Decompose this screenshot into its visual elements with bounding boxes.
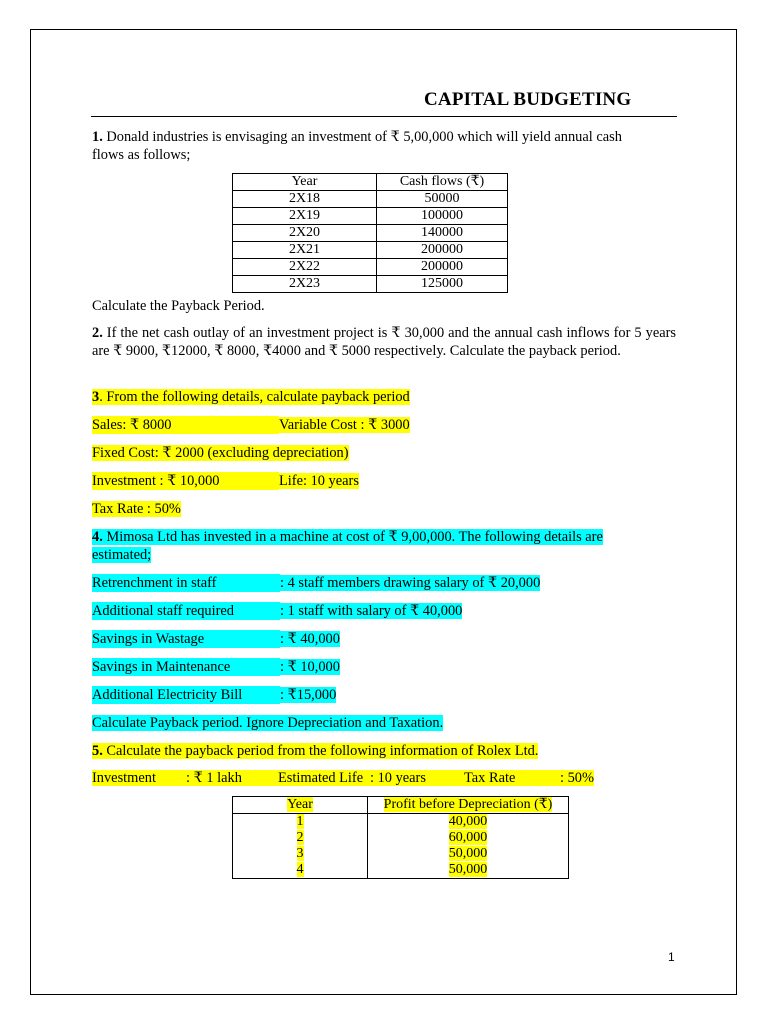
q2-text: If the net cash outlay of an investment project is ₹ 30,000 and the annual cash inflows for 5 years are ₹ 9000, ₹12000, ₹ 8000, ₹4000 and ₹ 5000 respectively. Calculate the payback period. xyxy=(92,325,676,359)
q2-paragraph xyxy=(92,324,676,360)
q1-line1 xyxy=(92,128,622,146)
q5-cell-year xyxy=(233,846,368,862)
q5-table-header-year xyxy=(233,797,368,814)
q1-cell-cashflow: 200000 xyxy=(377,259,508,276)
page-title: CAPITAL BUDGETING xyxy=(424,89,632,110)
table-row xyxy=(233,242,508,259)
q1-cell-year: 2X22 xyxy=(233,259,377,276)
q1-text-line2: flows as follows; xyxy=(92,147,191,163)
q5-cell-profit xyxy=(368,862,569,879)
q4-line1 xyxy=(92,528,603,546)
q1-cell-cashflow: 125000 xyxy=(377,276,508,293)
table-row xyxy=(233,814,569,831)
q4-item-label: Additional Electricity Bill xyxy=(92,686,280,704)
q5-tax-value: : 50% xyxy=(560,770,594,786)
q3-tax-row xyxy=(92,500,181,518)
table-row xyxy=(233,259,508,276)
q5-investment-value: : ₹ 1 lakh xyxy=(186,770,242,786)
q5-table-header-profit xyxy=(368,797,569,814)
q5-life-value: : 10 years xyxy=(370,770,426,786)
q4-line2 xyxy=(92,546,151,564)
page-number: 1 xyxy=(668,950,675,964)
q5-cell-profit xyxy=(368,814,569,831)
q1-number: 1. xyxy=(92,129,103,145)
q4-item-label: Savings in Wastage xyxy=(92,630,280,648)
q4-item-value: : ₹ 10,000 xyxy=(280,659,340,675)
q1-cell-year: 2X19 xyxy=(233,208,377,225)
q5-investment-label: Investment xyxy=(92,770,156,786)
q4-item-label: Savings in Maintenance xyxy=(92,658,280,676)
q3-sales: Sales: ₹ 8000 xyxy=(92,416,279,434)
table-row xyxy=(233,208,508,225)
q5-tax-label: Tax Rate xyxy=(464,770,516,786)
q4-item xyxy=(92,686,336,704)
q5-profit-text: 50,000 xyxy=(448,846,488,861)
q4-question-row xyxy=(92,714,443,732)
q5-profit-text: 40,000 xyxy=(448,814,488,829)
table-row xyxy=(233,276,508,293)
q3-investment-row xyxy=(92,472,359,490)
q5-life-label: Estimated Life xyxy=(278,770,364,786)
q1-cashflow-table xyxy=(232,173,508,293)
q5-text: Calculate the payback period from the following information of Rolex Ltd. xyxy=(102,743,539,759)
q3-variable-cost: Variable Cost : ₹ 3000 xyxy=(279,417,410,433)
table-row xyxy=(233,191,508,208)
q5-profit-text: 60,000 xyxy=(448,830,488,845)
q4-item-value: : 4 staff members drawing salary of ₹ 20,000 xyxy=(280,575,541,591)
q4-line1-highlight xyxy=(92,529,603,545)
q3-life: Life: 10 years xyxy=(279,473,359,489)
q3-tax-rate: Tax Rate : 50% xyxy=(92,501,181,517)
q4-text-line2: estimated; xyxy=(92,547,152,563)
q1-question: Calculate the Payback Period. xyxy=(92,298,265,314)
q3-sales-row xyxy=(92,416,410,434)
q4-item-value: : ₹15,000 xyxy=(280,687,337,703)
q5-year-text: 3 xyxy=(296,846,304,861)
table-row xyxy=(233,830,569,846)
q4-item xyxy=(92,658,340,676)
q5-cell-year xyxy=(233,830,368,846)
q5-details-row xyxy=(92,769,594,787)
q1-cell-year: 2X23 xyxy=(233,276,377,293)
q3-investment: Investment : ₹ 10,000 xyxy=(92,472,279,490)
q4-text-line1: Mimosa Ltd has invested in a machine at cost of ₹ 9,00,000. The following details are xyxy=(102,529,603,545)
table-row xyxy=(233,862,569,879)
q5-header-profit-text: Profit before Depreciation (₹) xyxy=(383,797,553,812)
q1-cell-year: 2X21 xyxy=(233,242,377,259)
q5-header-year-text: Year xyxy=(287,797,313,812)
q3-text: . From the following details, calculate payback period xyxy=(99,389,410,405)
q5-year-text: 4 xyxy=(296,862,304,877)
q4-item-label: Additional staff required xyxy=(92,602,280,620)
q4-number: 4. xyxy=(92,529,103,545)
q5-number: 5. xyxy=(92,743,103,759)
q1-text-line1: Donald industries is envisaging an investment of ₹ 5,00,000 which will yield annual cash xyxy=(102,129,622,145)
q4-question: Calculate Payback period. Ignore Depreciation and Taxation. xyxy=(92,715,444,731)
q3-heading-highlight xyxy=(92,389,410,405)
q5-cell-profit xyxy=(368,830,569,846)
q5-cell-profit xyxy=(368,846,569,862)
q3-heading xyxy=(92,388,410,406)
q4-item xyxy=(92,574,540,592)
q1-table-header-year: Year xyxy=(233,174,377,191)
q1-cell-cashflow: 50000 xyxy=(377,191,508,208)
q3-fixed-cost-row xyxy=(92,444,349,462)
q5-profit-text: 50,000 xyxy=(448,862,488,877)
q5-cell-year xyxy=(233,814,368,831)
q2-number: 2. xyxy=(92,325,103,341)
title-underline xyxy=(91,116,677,117)
table-row xyxy=(233,846,569,862)
q4-item-value: : 1 staff with salary of ₹ 40,000 xyxy=(280,603,463,619)
q1-cell-year: 2X18 xyxy=(233,191,377,208)
q5-cell-year xyxy=(233,862,368,879)
q5-year-text: 2 xyxy=(296,830,304,845)
q4-item xyxy=(92,602,462,620)
q5-details-highlight xyxy=(92,770,594,786)
q1-cell-cashflow: 140000 xyxy=(377,225,508,242)
q5-heading xyxy=(92,742,538,760)
q4-item xyxy=(92,630,340,648)
q5-profit-table xyxy=(232,796,569,879)
q4-item-label: Retrenchment in staff xyxy=(92,574,280,592)
q3-fixed-cost: Fixed Cost: ₹ 2000 (excluding depreciation) xyxy=(92,445,349,461)
q1-table-header-cashflows: Cash flows (₹) xyxy=(377,174,508,191)
q5-heading-highlight xyxy=(92,743,538,759)
q5-year-text: 1 xyxy=(296,814,304,829)
q1-cell-cashflow: 100000 xyxy=(377,208,508,225)
q1-cell-year: 2X20 xyxy=(233,225,377,242)
table-row xyxy=(233,225,508,242)
q1-cell-cashflow: 200000 xyxy=(377,242,508,259)
q4-item-value: : ₹ 40,000 xyxy=(280,631,340,647)
q3-number: 3 xyxy=(92,389,100,405)
